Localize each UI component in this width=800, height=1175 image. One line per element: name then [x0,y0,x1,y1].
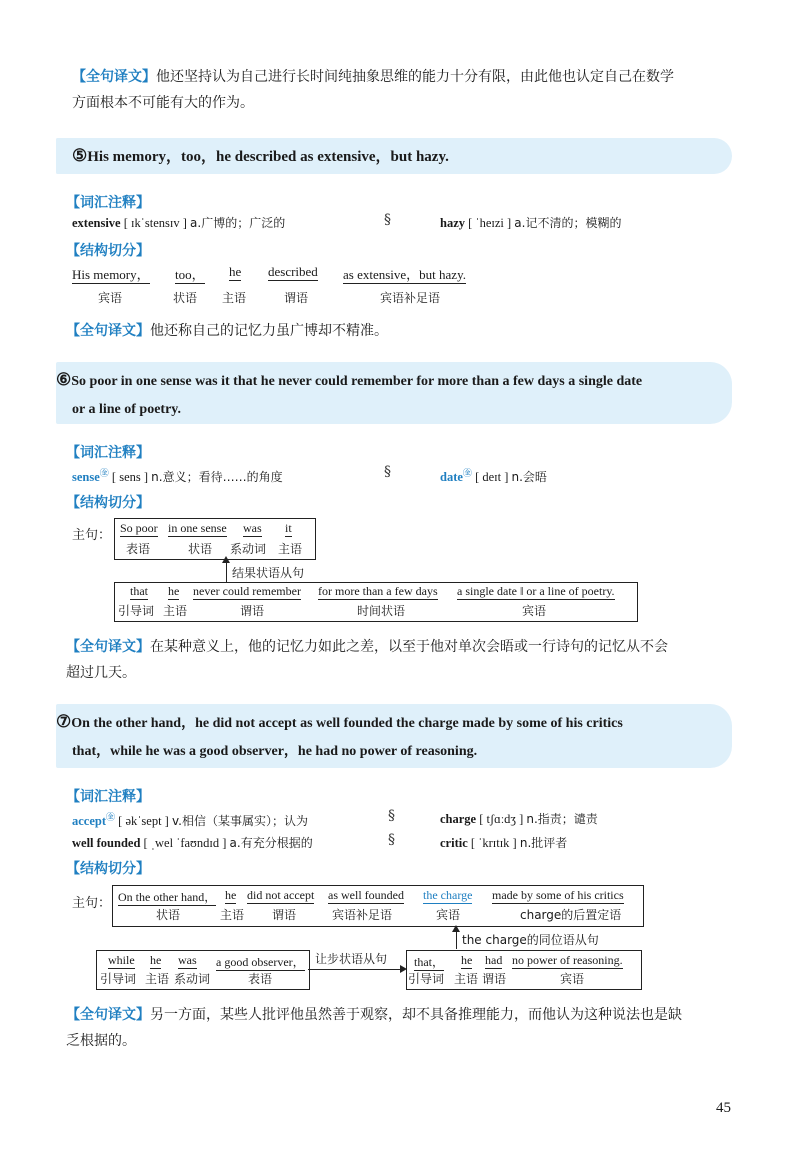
label-predicate: 谓语 [272,908,297,922]
appositive-clause-label: the charge的同位语从句 [462,933,599,947]
seg-complement: as extensive，but hazy. [343,264,466,284]
label-subject: 主语 [163,604,188,618]
seg-he: he [461,953,473,967]
vocab-phonetic: [ ɪkˈstensɪv ] [123,216,187,230]
label-predicate: 谓语 [284,291,309,305]
seg-had: had [485,953,503,967]
label-conjunction: 引导词 [408,972,445,986]
struct-tag: 【结构切分】 [66,243,150,259]
label-subject: 主语 [278,542,303,556]
sentence-number: ⑥ [56,370,72,389]
page-number: 45 [716,1100,731,1116]
sentence-5 [72,142,449,171]
vocab-hazy [440,214,621,231]
label-predicate: 谓语 [240,604,265,618]
label-object-complement: 宾语补足语 [380,291,441,305]
result-clause-label: 结果状语从句 [232,566,305,580]
vocab-phonetic: [ sens ] [111,470,149,485]
translation-line-2: 超过几天。 [66,665,136,681]
struct-tag: 【结构切分】 [66,861,150,877]
label-linking-verb: 系动词 [230,542,267,556]
vocab-word: sense [72,470,100,485]
seg-object: a single date ‖ or a line of poetry. [457,584,615,598]
vocab-phonetic: [ ˈkrɪtɪk ] [470,836,517,850]
label-subject: 主语 [220,908,245,922]
seg-described: described [268,264,318,279]
sentence-line-1: So poor in one sense was it that he never could remember for more than a few days a single date [71,374,643,389]
vocab-tag: 【词汇注释】 [66,445,150,461]
concessive-connector [308,969,402,970]
label-predicate: 谓语 [482,972,507,986]
main-clause-label: 主句： [72,528,112,543]
label-object: 宾语 [98,291,123,305]
vocab-date [440,466,547,485]
seg-too: too， [175,264,205,284]
vocab-definition: n.批评者 [519,836,568,850]
seg-he: he [150,953,162,967]
translation-text: 他还称自己的记忆力虽广博却不精准。 [150,323,388,339]
label-object: 宾语 [522,604,547,618]
arrow-up-icon [452,925,460,932]
seg-that: that [130,584,148,598]
seg-that: that， [414,955,444,969]
label-post-modifier: charge的后置定语 [520,908,622,922]
vocab-definition: a.记不清的；模糊的 [514,216,622,230]
vocab-word: accept [72,814,107,829]
sentence-7-translation [66,1002,756,1054]
sentence-line-1: On the other hand，he did not accept as well founded the charge made by some of his critics [71,716,623,731]
vocab-definition: a.有充分根据的 [229,836,313,850]
label-time-adverbial: 时间状语 [357,604,406,618]
label-object-complement: 宾语补足语 [332,908,393,922]
seg-was: was [243,521,262,535]
separator-icon: § [388,808,395,824]
seg-in-one-sense: in one sense [168,521,227,535]
sentence-number: ⑦ [56,712,72,731]
seg-never-could-remember: never could remember [193,584,301,598]
seg-it: it [285,521,292,535]
seg-made-by-critics: made by some of his critics [492,888,624,902]
seg-as-well-founded: as well founded [328,888,404,902]
polysemy-mark-icon: ㊎ [462,468,472,478]
seg-he: he [229,264,242,279]
label-subject: 主语 [454,972,479,986]
translation-line-1: 另一方面，某些人批评他虽然善于观察，却不具备推理能力，而他认为这种说法也是缺 [150,1007,682,1023]
vocab-tag: 【词汇注释】 [66,195,150,211]
translation-line-2: 乏根据的。 [66,1033,136,1049]
vocab-phonetic: [ əkˈsept ] [118,814,169,829]
vocab-extensive [72,214,285,231]
seg-while: while [108,953,135,967]
label-adverbial: 状语 [156,908,181,922]
vocab-word: date [440,470,463,485]
label-predicative: 表语 [248,972,273,986]
sentence-line-2: or a line of poetry. [72,402,182,417]
main-clause-label: 主句： [72,896,112,911]
vocab-tag: 【词汇注释】 [66,789,150,805]
translation-tag: 【全句译文】 [72,69,156,85]
sentence-6 [56,366,642,424]
vocab-phonetic: [ ˈheɪzi ] [468,216,512,230]
top-translation [72,64,752,116]
label-object: 宾语 [436,908,461,922]
concessive-clause-label: 让步状语从句 [315,952,388,966]
seg-a-good-observer: a good observer， [216,955,305,969]
connector-arrow [226,560,227,582]
vocab-charge [440,810,598,827]
sentence-line-2: that，while he was a good observer，he had no power of reasoning. [72,744,478,759]
polysemy-mark-icon: ㊎ [106,812,116,822]
sentence-text: His memory，too，he described as extensive，but hazy. [87,149,449,165]
label-subject: 主语 [222,291,247,305]
vocab-word: hazy [440,216,465,230]
vocab-word: critic [440,836,468,850]
translation-tag: 【全句译文】 [66,639,150,655]
label-adverbial: 状语 [173,291,198,305]
separator-icon: § [384,212,391,228]
vocab-accept [72,810,308,829]
seg-so-poor: So poor [120,521,158,535]
sentence-6-translation [66,634,756,686]
vocab-phonetic: [ ˌwel ˈfaʊndɪd ] [143,836,227,850]
vocab-definition: n.会晤 [511,470,547,485]
separator-icon: § [384,464,391,480]
translation-line-1: 他还坚持认为自己进行长时间纯抽象思维的能力十分有限，由此他也认定自己在数学 [156,69,674,85]
vocab-definition: a.广博的；广泛的 [190,216,286,230]
translation-tag: 【全句译文】 [66,1007,150,1023]
label-predicative: 表语 [126,542,151,556]
sentence-5-translation [66,318,388,344]
vocab-well-founded [72,834,313,851]
arrow-up-icon [222,556,230,563]
vocab-phonetic: [ deɪt ] [475,470,509,485]
translation-line-1: 在某种意义上，他的记忆力如此之差，以至于他对单次会晤或一行诗句的记忆从不会 [150,639,668,655]
seg-he: he [168,584,180,598]
vocab-definition: n.指责；谴责 [526,812,598,826]
seg-was: was [178,953,197,967]
vocab-definition: n.意义；看待……的角度 [151,470,283,485]
translation-tag: 【全句译文】 [66,323,150,339]
seg-did-not-accept: did not accept [247,888,315,902]
seg-time: for more than a few days [318,584,438,598]
vocab-word: charge [440,812,477,826]
seg-his-memory: His memory， [72,264,150,284]
label-adverbial: 状语 [188,542,213,556]
struct-tag: 【结构切分】 [66,495,150,511]
vocab-word: well founded [72,836,141,850]
label-object: 宾语 [560,972,585,986]
separator-icon: § [388,832,395,848]
label-conjunction: 引导词 [118,604,155,618]
seg-he: he [225,888,237,902]
polysemy-mark-icon: ㊎ [99,468,109,478]
sentence-7 [56,708,623,766]
seg-no-power-of-reasoning: no power of reasoning. [512,953,623,967]
translation-line-2: 方面根本不可能有大的作为。 [72,95,254,111]
vocab-definition: v.相信（某事属实）；认为 [171,814,308,829]
label-subject: 主语 [145,972,170,986]
vocab-phonetic: [ tʃɑːdʒ ] [479,812,524,826]
seg-on-the-other-hand: On the other hand， [118,890,217,904]
vocab-word: extensive [72,216,121,230]
label-linking-verb: 系动词 [174,972,211,986]
seg-the-charge: the charge [423,888,473,902]
label-conjunction: 引导词 [100,972,137,986]
vocab-sense [72,466,283,485]
vocab-critic [440,834,567,851]
sentence-number: ⑤ [72,146,88,165]
